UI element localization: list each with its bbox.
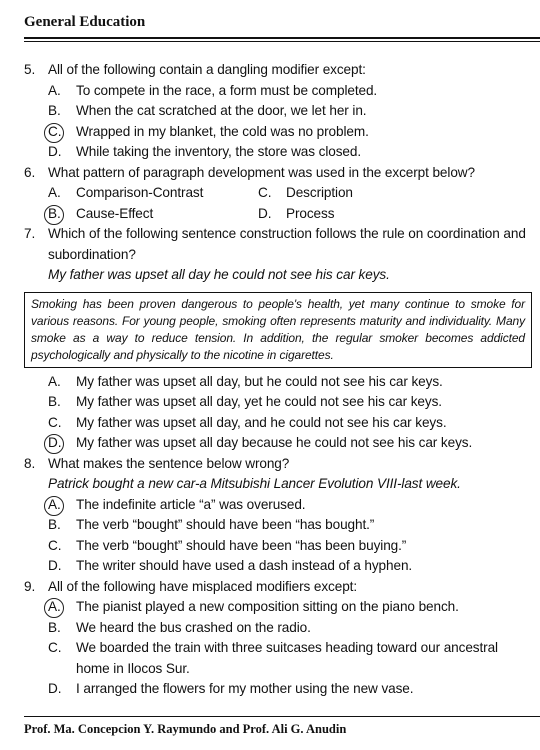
option[interactable]	[24, 392, 532, 413]
option-letter-circled	[48, 122, 76, 143]
option-text: Process	[286, 205, 335, 221]
option-letter: A.	[48, 599, 61, 614]
option-letter: A.	[48, 496, 61, 512]
option[interactable]	[24, 433, 532, 454]
option-letter-circled	[48, 495, 76, 516]
example-sentence: My father was upset all day he could not see his car keys.	[48, 267, 390, 282]
footer-rule	[24, 716, 540, 717]
option-letter-circled	[48, 433, 76, 454]
option-text: My father was upset all day, and he could not see his car keys.	[76, 414, 447, 430]
option[interactable]	[24, 618, 532, 639]
option-text: The verb “bought” should have been “has been buying.”	[76, 537, 407, 553]
option[interactable]	[24, 372, 532, 393]
option-letter: C.	[48, 537, 62, 553]
option[interactable]	[24, 556, 532, 577]
option-row	[24, 183, 532, 204]
option[interactable]	[24, 122, 532, 143]
option-letter: B.	[48, 394, 61, 409]
question-list	[24, 60, 532, 700]
question-text: Which of the following sentence construction follows the rule on coordination and subordination?	[48, 226, 526, 262]
option-text: The pianist played a new composition sitting on the piano bench.	[76, 599, 459, 614]
option-text: When the cat scratched at the door, we let her in.	[76, 103, 367, 118]
question-text: What makes the sentence below wrong?	[48, 455, 290, 471]
option-letter: A.	[48, 373, 61, 389]
option-letter: D.	[48, 435, 62, 450]
option[interactable]	[24, 679, 532, 700]
option-letter: A.	[48, 185, 61, 200]
option[interactable]	[24, 597, 532, 618]
option-letter-circled	[48, 597, 76, 618]
option-text: While taking the inventory, the store was closed.	[76, 144, 361, 159]
option[interactable]	[24, 142, 532, 163]
option[interactable]	[24, 515, 532, 536]
option-letter: D.	[48, 558, 62, 573]
option[interactable]	[24, 536, 532, 557]
example-sentence: Patrick bought a new car-a Mitsubishi Lancer Evolution VIII-last week.	[48, 476, 461, 491]
option[interactable]	[24, 638, 532, 679]
question-9	[24, 577, 532, 598]
excerpt-box: Smoking has been proven dangerous to people's health, yet many continue to smoke for various reasons. For young people, smoking often represents maturity and individuality. Many smoke as a way to reduce tension. In addition, the regular smoker becomes addicted psychologically and physically to the nicotine in cigarettes.	[24, 292, 532, 368]
question-text: All of the following have misplaced modifiers except:	[48, 578, 358, 594]
page-header: General Education	[24, 14, 146, 30]
answer-circle-mark	[44, 434, 64, 454]
option-letter: B.	[48, 103, 61, 118]
question-number: 8.	[24, 455, 36, 471]
option-letter: C.	[48, 123, 62, 139]
question-8	[24, 454, 532, 475]
question-number: 9.	[24, 578, 36, 594]
answer-circle-mark	[44, 598, 64, 618]
answer-circle-mark	[44, 205, 64, 225]
question-number: 7.	[24, 226, 36, 241]
question-7	[24, 224, 532, 265]
header-rule-thin	[24, 41, 540, 42]
option-letter: D.	[48, 681, 62, 696]
option-text: I arranged the flowers for my mother using the new vase.	[76, 681, 414, 696]
option[interactable]	[24, 495, 532, 516]
question-5	[24, 60, 532, 81]
option-letter: C.	[48, 414, 62, 430]
option-row	[24, 204, 532, 225]
option-text: Description	[286, 185, 353, 200]
option-text: Cause-Effect	[76, 205, 154, 221]
page-footer: Prof. Ma. Concepcion Y. Raymundo and Prof. Ali G. Anudin	[24, 722, 347, 736]
option[interactable]	[258, 183, 468, 204]
question-6	[24, 163, 532, 184]
option-text: The writer should have used a dash instead of a hyphen.	[76, 558, 413, 573]
option-letter-circled	[48, 204, 76, 225]
option-letter: B.	[48, 205, 61, 221]
option-text: We heard the bus crashed on the radio.	[76, 619, 311, 635]
option-text: Comparison-Contrast	[76, 185, 204, 200]
option[interactable]	[24, 81, 532, 102]
answer-circle-mark	[44, 496, 64, 516]
option[interactable]	[24, 101, 532, 122]
answer-circle-mark	[44, 123, 64, 143]
option[interactable]	[258, 204, 468, 225]
option-text: Wrapped in my blanket, the cold was no problem.	[76, 123, 369, 139]
option-letter: D.	[48, 144, 62, 159]
option-text: We boarded the train with three suitcases heading toward our ancestral home in Ilocos Sur.	[76, 640, 498, 676]
option-letter: A.	[48, 82, 61, 98]
option[interactable]	[48, 204, 258, 225]
option-text: The verb “bought” should have been “has bought.”	[76, 517, 375, 532]
question-text: All of the following contain a dangling modifier except:	[48, 62, 366, 77]
option[interactable]	[24, 413, 532, 434]
option-letter: B.	[48, 619, 61, 635]
question-number: 6.	[24, 164, 36, 180]
option-text: The indefinite article “a” was overused.	[76, 496, 306, 512]
option-text: My father was upset all day, but he could not see his car keys.	[76, 373, 443, 389]
option-letter: C.	[258, 185, 272, 200]
question-number: 5.	[24, 62, 36, 77]
option-letter: C.	[48, 640, 62, 655]
option-text: To compete in the race, a form must be completed.	[76, 82, 378, 98]
option[interactable]	[48, 183, 258, 204]
option-text: My father was upset all day, yet he could not see his car keys.	[76, 394, 442, 409]
option-letter: D.	[258, 205, 272, 221]
option-text: My father was upset all day because he could not see his car keys.	[76, 435, 473, 450]
option-letter: B.	[48, 517, 61, 532]
question-text: What pattern of paragraph development was used in the excerpt below?	[48, 164, 475, 180]
header-rule	[24, 37, 540, 39]
